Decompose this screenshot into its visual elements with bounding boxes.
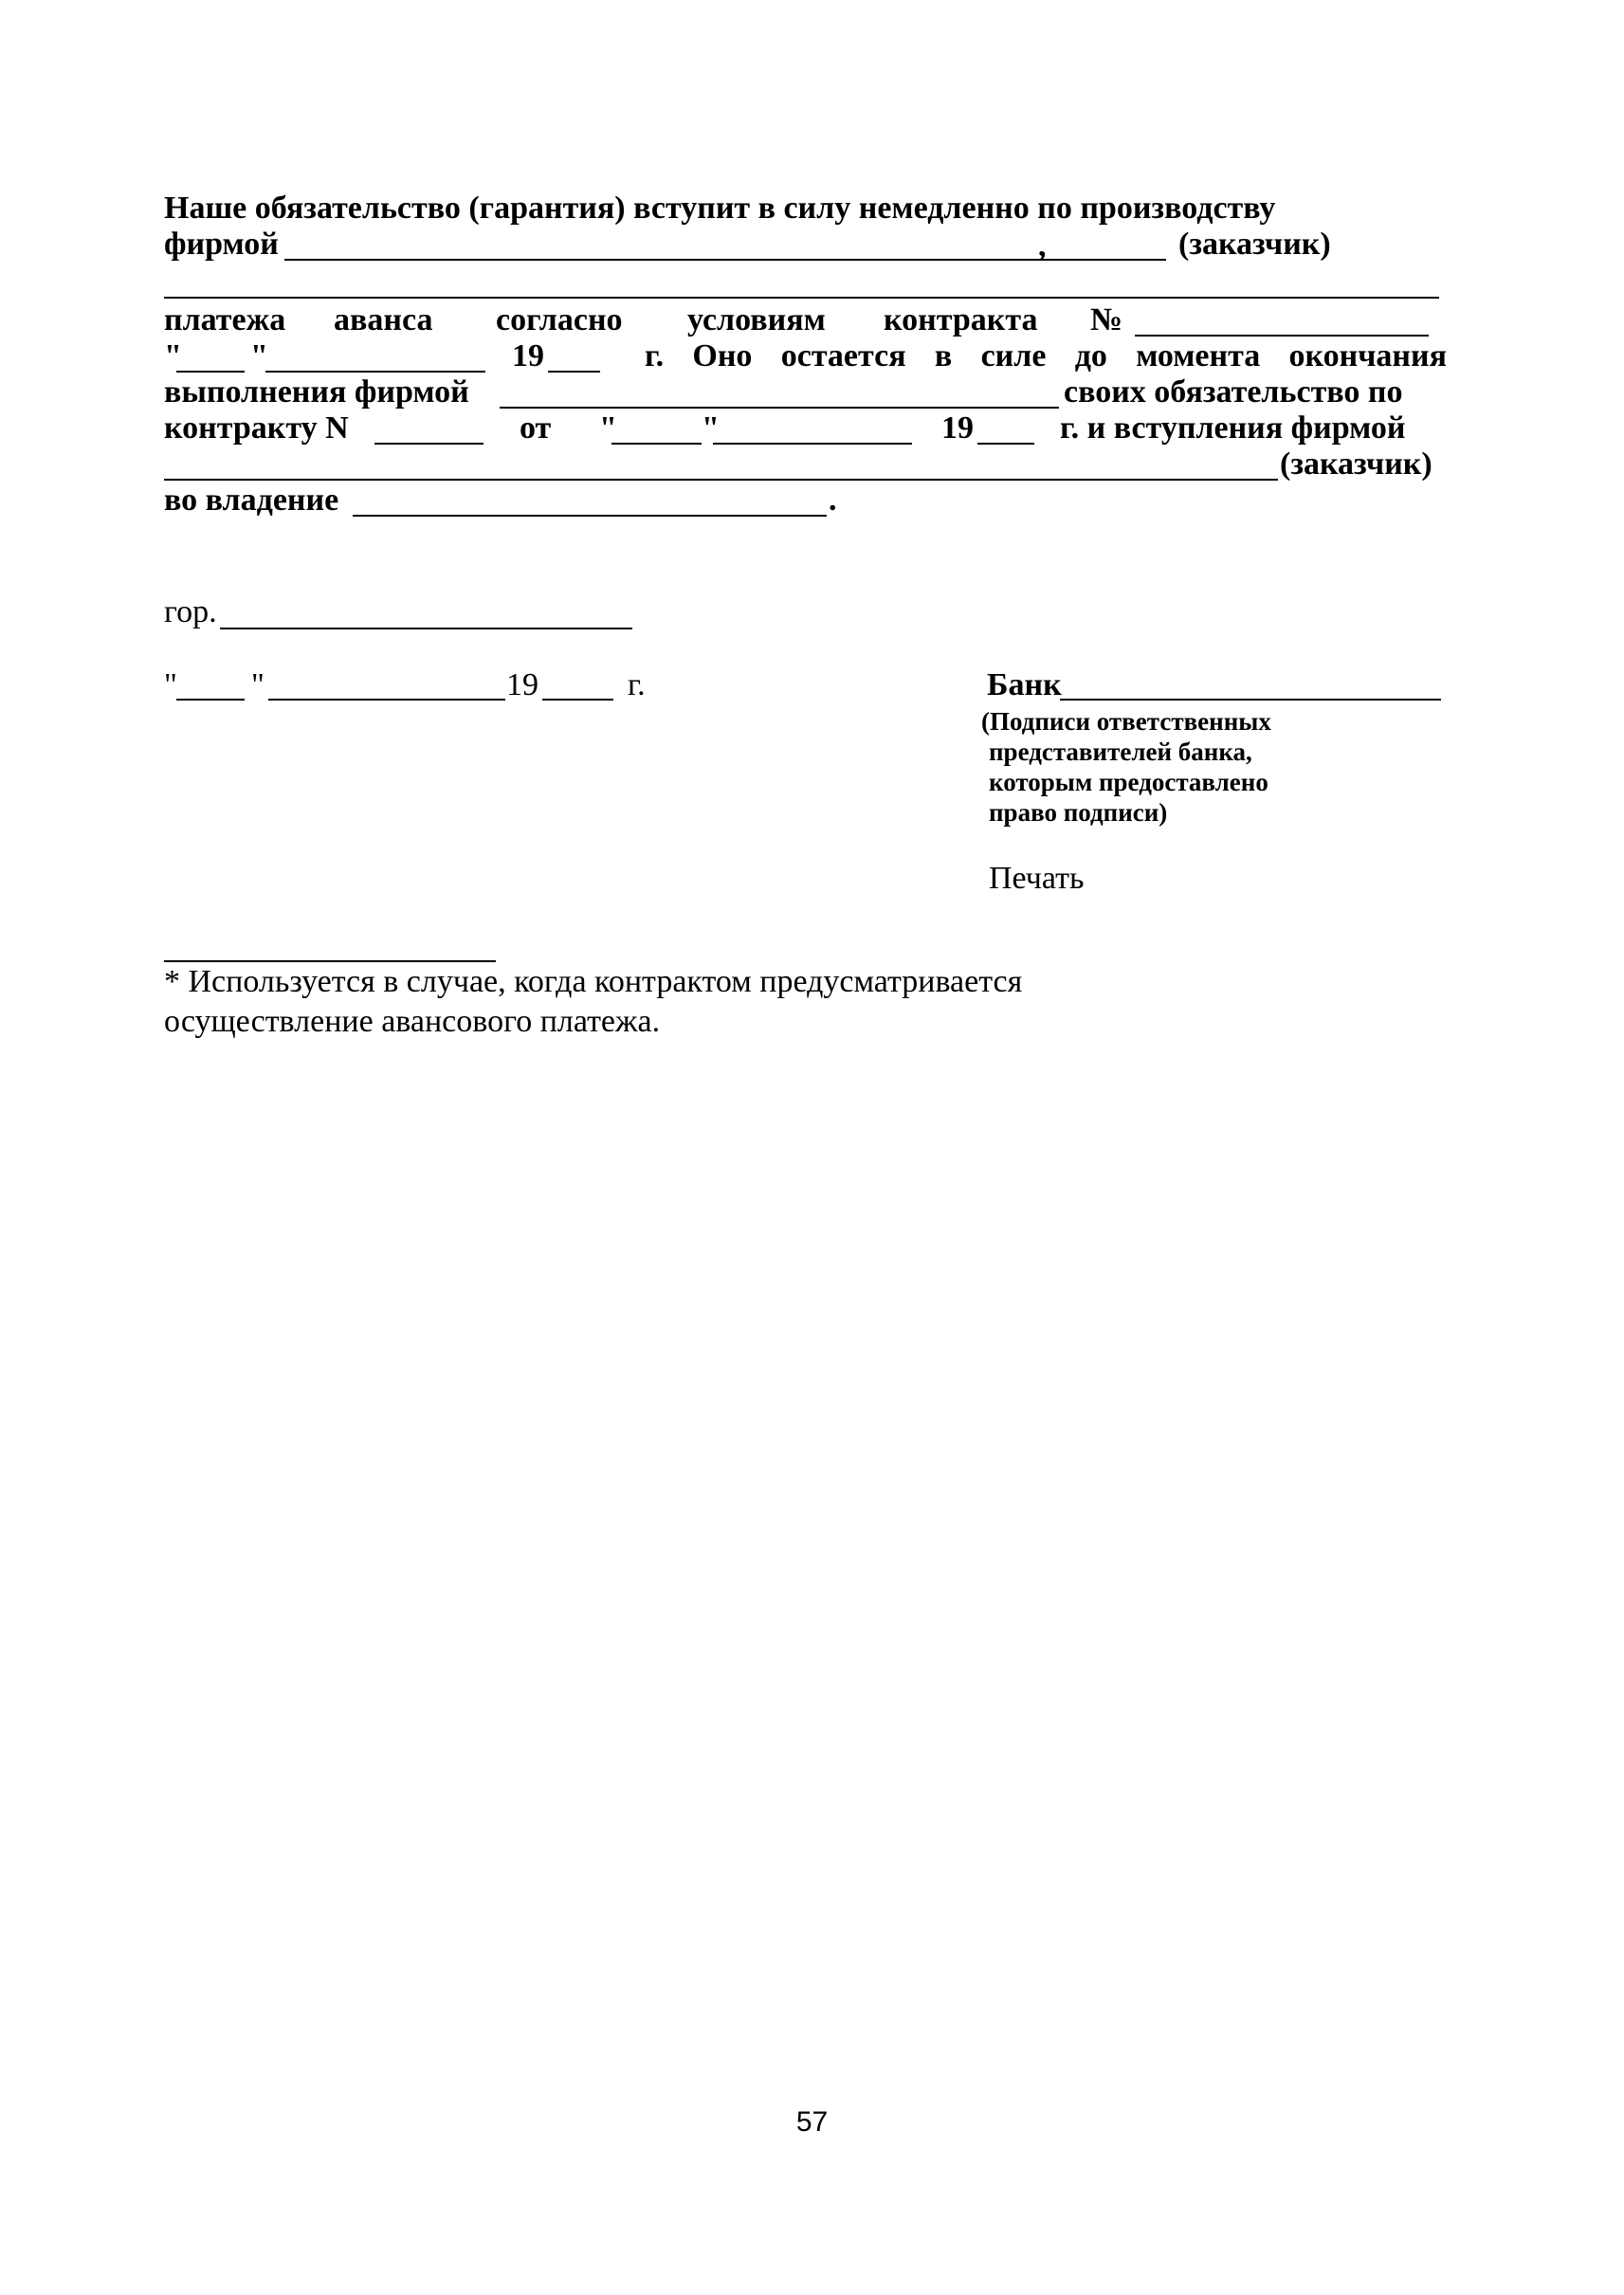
quote-open-2: " bbox=[599, 410, 617, 446]
period: . bbox=[829, 483, 837, 518]
quote-close-2: " bbox=[702, 410, 720, 446]
city-blank[interactable] bbox=[220, 628, 632, 629]
stamp-label: Печать bbox=[989, 861, 1085, 896]
bank-label: Банк bbox=[987, 667, 1062, 702]
firm-label: фирмой bbox=[164, 227, 279, 262]
word-advance: аванса bbox=[334, 302, 433, 337]
bank-note-line-4: право подписи) bbox=[989, 798, 1168, 827]
footnote-line-1: * Используется в случае, когда контрактом предусматривается bbox=[164, 964, 1023, 999]
customer-blank-2[interactable] bbox=[164, 479, 1278, 481]
customer-label-2: (заказчик) bbox=[1280, 446, 1432, 482]
contract-n-blank[interactable] bbox=[374, 443, 484, 445]
contract-number-blank[interactable] bbox=[1135, 335, 1429, 337]
page-number: 57 bbox=[795, 2106, 829, 2138]
from-label: от bbox=[520, 410, 552, 446]
day-blank-2[interactable] bbox=[611, 443, 702, 445]
contract-n-label: контракту N bbox=[164, 410, 349, 446]
year-blank[interactable] bbox=[548, 371, 600, 373]
date-month-blank[interactable] bbox=[268, 699, 505, 701]
customer-firm-blank[interactable] bbox=[284, 259, 1166, 261]
date-year-prefix: 19 bbox=[506, 667, 538, 702]
city-label: гор. bbox=[164, 594, 217, 629]
year-prefix-2: 19 bbox=[941, 410, 974, 446]
entering-text: г. и вступления фирмой bbox=[1060, 410, 1406, 446]
footnote-separator bbox=[164, 960, 496, 962]
year-prefix: 19 bbox=[512, 338, 544, 373]
word-terms: условиям bbox=[687, 302, 826, 337]
comma: , bbox=[1038, 228, 1047, 264]
obligations-text: своих обязательство по bbox=[1064, 374, 1403, 410]
full-width-blank[interactable] bbox=[164, 297, 1439, 299]
day-blank[interactable] bbox=[176, 371, 245, 373]
date-year-blank[interactable] bbox=[542, 699, 613, 701]
word-contract: контракта bbox=[884, 302, 1038, 337]
quote-open: " bbox=[164, 338, 182, 373]
fulfillment-label: выполнения фирмой bbox=[164, 374, 469, 410]
bank-note-line-1: (Подписи ответственных bbox=[981, 707, 1271, 736]
bank-note-line-3: которым предоставлено bbox=[989, 768, 1268, 796]
footnote-line-2: осуществление авансового платежа. bbox=[164, 1004, 661, 1039]
word-payment: платежа bbox=[164, 302, 286, 337]
possession-label: во владение bbox=[164, 483, 339, 518]
possession-blank[interactable] bbox=[353, 515, 827, 517]
date-quote-open: " bbox=[164, 667, 177, 702]
number-sign: № bbox=[1090, 302, 1123, 337]
word-according: согласно bbox=[496, 302, 623, 337]
date-day-blank[interactable] bbox=[176, 699, 245, 701]
year-blank-2[interactable] bbox=[977, 443, 1034, 445]
validity-text: г. Оно остается в силе до момента окончания bbox=[645, 338, 1447, 373]
month-blank-2[interactable] bbox=[713, 443, 912, 445]
date-quote-close: " bbox=[251, 667, 265, 702]
bank-note-line-2: представителей банка, bbox=[989, 738, 1252, 766]
intro-line: Наше обязательство (гарантия) вступит в силу немедленно по производству bbox=[164, 191, 1276, 226]
quote-close: " bbox=[250, 338, 268, 373]
customer-label: (заказчик) bbox=[1178, 227, 1331, 262]
date-suffix: г. bbox=[628, 667, 646, 702]
month-blank[interactable] bbox=[265, 371, 485, 373]
performing-firm-blank[interactable] bbox=[500, 407, 1059, 409]
bank-blank[interactable] bbox=[1060, 699, 1441, 701]
